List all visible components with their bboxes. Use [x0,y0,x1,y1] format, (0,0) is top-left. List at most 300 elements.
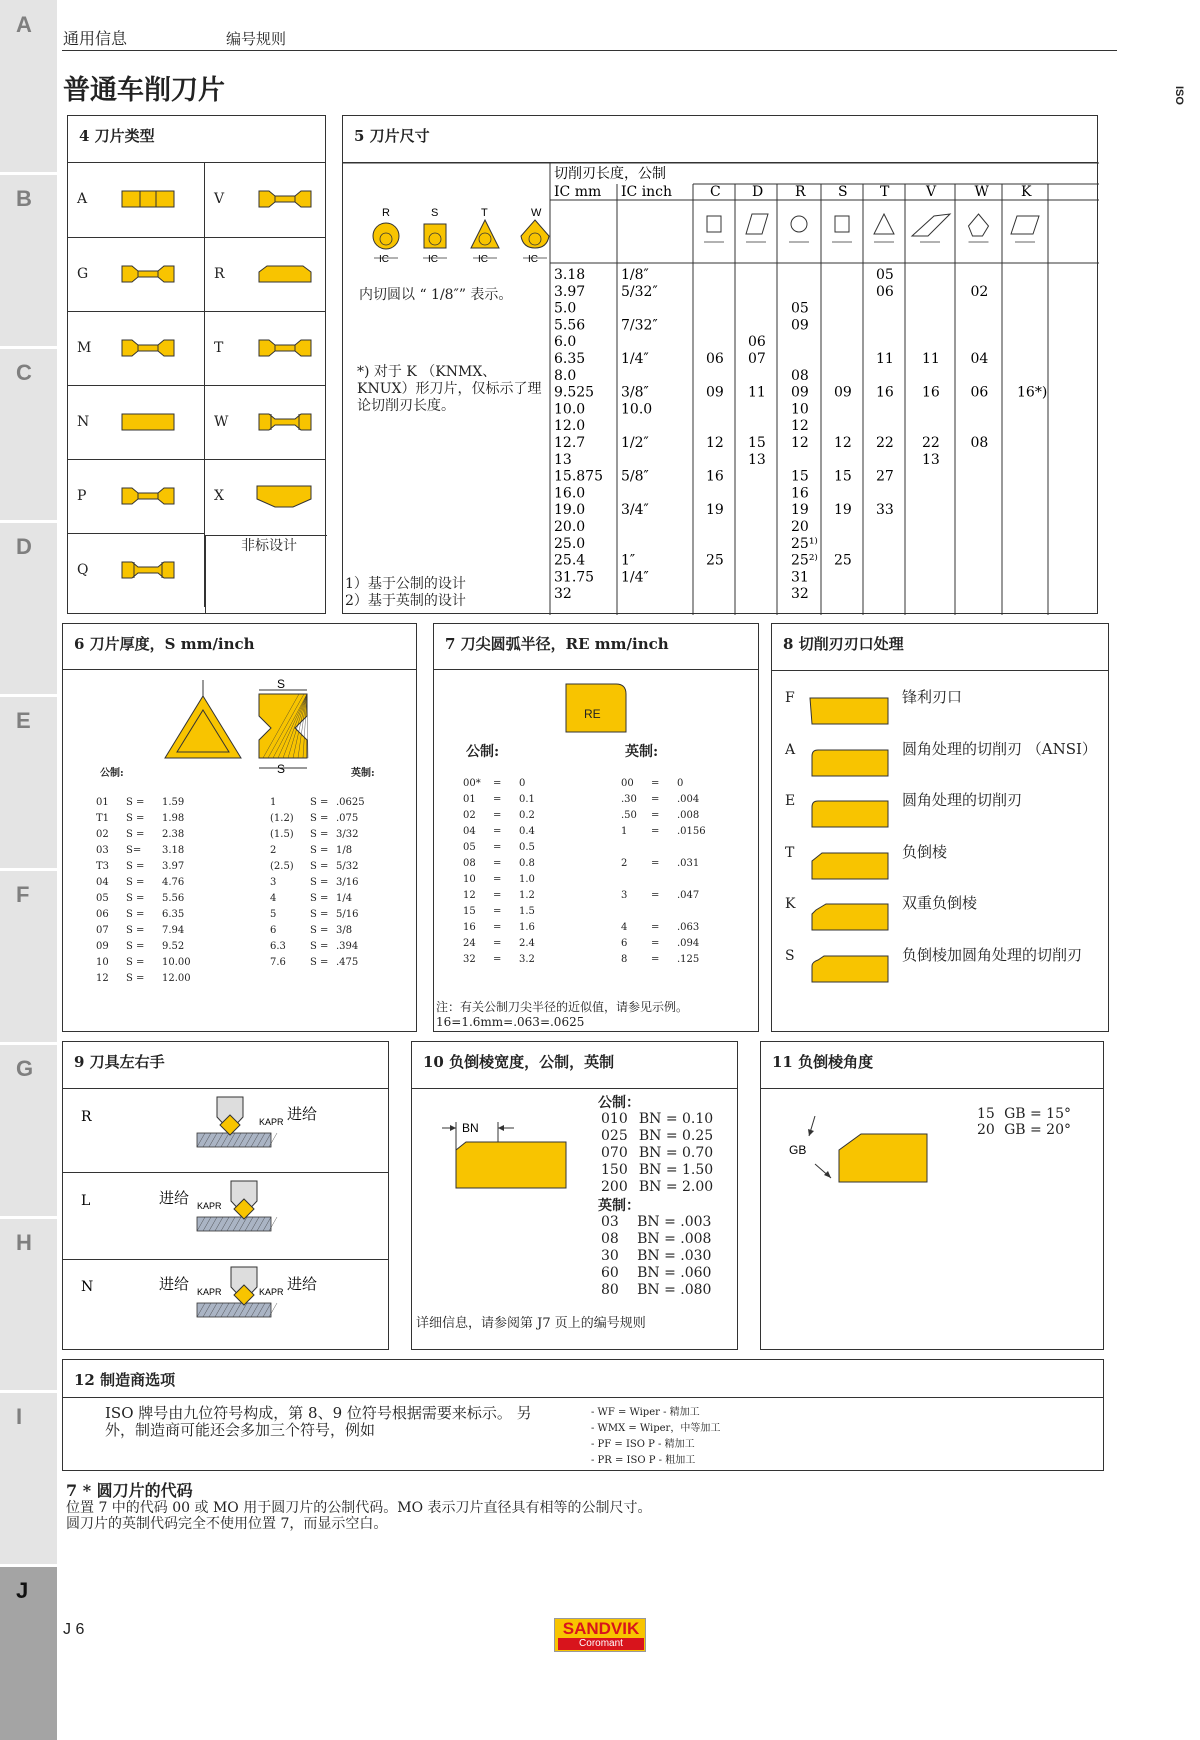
table-row [598,1161,737,1178]
insert-type-cell-m [68,311,205,385]
tab-divider [0,1390,57,1393]
table-cell: S = [126,972,145,984]
svg-text:R: R [81,1109,92,1125]
table-cell [618,839,648,855]
shape-k-icon [1011,216,1039,242]
svg-text:S: S [431,207,439,219]
table-cell: = [493,937,502,949]
insert-type-code: A [77,191,88,207]
table-cell: 80 [601,1281,619,1298]
size-cell: 06 [748,334,766,351]
table-cell: BN = .030 [637,1247,712,1264]
insert-type-code: Q [77,562,89,578]
insert-chip-p-icon [116,483,180,513]
sidebar-tab-h[interactable]: H [16,1230,32,1255]
table-cell: 3/8 [336,924,353,936]
size-cell: 6.35 [554,351,586,367]
table-row [93,858,219,874]
table-cell: 8 [621,953,628,965]
table-cell [674,903,724,919]
table-cell: S = [310,876,329,888]
table-cell: 10 [463,873,476,885]
table-cell: = [651,937,660,949]
size-cell: 25²⁾ [791,552,818,569]
thickness-metric-label: 公制: [100,768,124,779]
table-cell: S = [310,796,329,808]
svg-text:S: S [277,677,286,691]
table-cell: 04 [463,825,476,837]
round-insert-line-2: 圆刀片的英制代码完全不使用位置 7，而显示空白。 [66,1516,388,1532]
table-row [598,1247,737,1264]
insert-type-x-note: 非标设计 [241,538,297,554]
table-cell: 1.0 [519,873,535,885]
table-cell: .30 [621,793,637,805]
table-cell: S = [310,812,329,824]
table-row [618,935,724,951]
svg-text:IC: IC [428,254,438,265]
table-cell: 025 [601,1127,628,1144]
table-cell: 9.52 [162,940,185,952]
size-cell: 25 [834,552,852,569]
table-cell: (1.2) [270,812,294,824]
table-row [598,1127,737,1144]
table-cell: 01 [96,796,109,808]
size-cell: 15 [791,468,809,485]
table-row [267,826,393,842]
svg-text:K: K [1021,184,1032,200]
insert-type-box [67,115,326,614]
table-cell: BN = 1.50 [638,1161,714,1178]
table-cell: 1.98 [162,812,185,824]
tab-divider [0,1564,57,1567]
size-cell: 11 [748,384,766,401]
header-subsection: 编号规则 [226,31,287,48]
svg-text:IC: IC [379,254,389,265]
table-row [618,807,724,823]
table-cell: = [493,873,502,885]
table-cell: 0.5 [519,841,535,853]
footnote-2: 2）基于英制的设计 [345,593,466,609]
table-cell: T3 [96,860,110,872]
table-cell [648,903,674,919]
svg-text:S: S [838,184,848,200]
insert-chip-q-icon [116,557,180,587]
size-cell: 08 [791,367,809,384]
table-cell: = [493,857,502,869]
table-row [598,1213,737,1230]
table-cell: S = [126,876,145,888]
edge-e-icon [808,797,892,835]
table-row [93,874,219,890]
table-cell: 02 [96,828,109,840]
size-cell: 25¹⁾ [791,535,818,552]
insert-type-cell-q [68,533,205,607]
edge-label: 圆角处理的切削刃 [902,791,1023,809]
size-cell: 05 [876,267,894,283]
size-cell: 31.75 [554,569,595,586]
tab-divider [0,868,57,871]
edge-t-icon [808,849,892,887]
table-cell: S = [126,796,145,808]
table-row [618,823,724,839]
insert-type-code: N [77,414,90,430]
size-cell: 19 [791,502,809,519]
table-cell: 2 [621,857,628,869]
size-cell: 3.97 [554,283,586,300]
table-row [598,1110,737,1127]
table-cell: 7.6 [270,956,286,968]
table-cell: .008 [677,809,700,821]
size-cell: 16*) [1017,384,1048,401]
size-cell: 07 [748,351,766,367]
table-row [598,1178,737,1195]
table-cell: = [651,857,660,869]
page-title: 普通车削刀片 [63,75,225,105]
svg-text:IC inch: IC inch [621,184,673,200]
svg-text:KAPR: KAPR [259,1287,284,1297]
table-cell: S = [126,956,145,968]
t10m-table [598,1110,737,1195]
shape-w-icon [969,214,989,242]
insert-type-code: T [214,340,224,356]
table-row [267,906,393,922]
table-cell: 03 [96,844,109,856]
edge-label: 负倒棱加圆角处理的切削刃 [902,945,1083,964]
manufacturer-options-box [62,1359,1104,1471]
insert-type-cell-n [68,385,205,459]
table-row [460,903,566,919]
tab-divider [0,1042,57,1045]
svg-text:进给: 进给 [287,1275,318,1293]
insert-size-title: 5 刀片尺寸 [343,116,1097,163]
insert-chip-v-icon [253,186,317,216]
table-cell: 15 [463,905,476,917]
table-row [460,791,566,807]
table-cell: (2.5) [270,860,294,872]
table-row [267,842,393,858]
insert-size-box [342,115,1098,614]
size-cell: 19 [834,502,852,519]
table-cell: 0 [677,777,684,789]
svg-text:N: N [81,1279,94,1295]
sidebar-tab-e[interactable]: E [16,708,31,733]
table-cell: 1 [621,825,628,837]
table-row [93,954,219,970]
table-cell: 1.5 [519,905,535,917]
sidebar-tab-j[interactable]: J [0,1566,57,1740]
size-cell: 16 [706,468,724,485]
table-cell: 0.1 [519,793,535,805]
table-cell: 0.8 [519,857,535,869]
svg-text:T: T [481,207,488,219]
table-cell: 4.76 [162,876,185,888]
edge-s-icon [808,952,892,990]
table-row [267,810,393,826]
size-cell: 16.0 [554,485,586,502]
size-cell: 31 [791,569,809,586]
table-cell: BN = .080 [637,1281,712,1298]
table-cell: = [493,825,502,837]
table-cell: 5/32 [336,860,359,872]
table-row [460,823,566,839]
table-row [598,1230,737,1247]
table-cell: = [493,953,502,965]
table-cell: .004 [677,793,700,805]
table-cell: 3 [270,876,277,888]
size-cell: 09 [791,317,809,334]
size-cell: 13 [554,451,572,468]
size-cell: 05 [791,300,809,317]
svg-text:R: R [795,184,806,200]
table-row [93,794,219,810]
edge-label: 圆角处理的切削刃 （ANSI） [902,739,1097,758]
table-cell: = [493,777,502,789]
sidebar-tab-a[interactable]: A [16,12,32,37]
table-cell: S = [310,924,329,936]
table-row [618,871,724,887]
table-cell: .031 [677,857,700,869]
nose-radius-title: 7 刀尖圆弧半径，RE mm/inch [434,624,758,670]
land-metric-label: 公制： [598,1095,640,1111]
edge-treatment-box [771,623,1109,1032]
table-row [267,922,393,938]
table-cell: S = [126,940,145,952]
size-cell: 12 [791,435,809,451]
size-cell: 10.0 [554,401,586,418]
table-cell: .394 [336,940,359,952]
table-cell: 20 [977,1122,995,1138]
thickness-inch-label: 英制: [351,768,375,779]
insert-type-cell-t [205,311,326,385]
table-row [618,775,724,791]
insert-type-title: 4 刀片类型 [68,116,325,163]
table-cell: 32 [463,953,476,965]
table-cell: 2 [270,844,277,856]
land-angle-icon [787,1116,937,1196]
table-cell: BN = 0.25 [638,1127,714,1144]
t7m-table [460,775,566,967]
k-note: *) 对于 K （KNMX、KNUX）形刀片，仅标示了理论切削刃长度。 [357,364,542,414]
table-cell: 5.56 [162,892,185,904]
table-cell: .0156 [677,825,706,837]
table-cell: .075 [336,812,359,824]
shape-r-icon [789,216,809,242]
table-cell: 00 [621,777,634,789]
table-cell [648,839,674,855]
nose-radius-box [433,623,759,1032]
edge-code-t: T [785,844,795,861]
table-cell: 3.2 [519,953,535,965]
manufacturer-option: - WF = Wiper - 精加工 [591,1407,700,1418]
size-cell: 3/8″ [621,384,649,401]
table-cell: 4 [270,892,277,904]
table-row [618,903,724,919]
size-cell: 7/32″ [621,317,658,334]
size-cell: 25 [706,552,724,569]
manufacturer-options-text: ISO 牌号由九位符号构成，第 8、9 位符号根据需要来标示。 另外，制造商可能还会多加三个符号，例如 [105,1404,532,1439]
size-cell: 32 [791,586,809,603]
size-cell: 13 [922,451,940,468]
svg-text:T: T [880,184,890,200]
size-cell: 27 [876,468,894,485]
table-row [598,1144,737,1161]
sidebar-tab-d[interactable]: D [16,534,32,559]
table-cell: 1.6 [519,921,535,933]
land-width-title: 10 负倒棱宽度，公制，英制 [412,1042,737,1089]
t11-table [974,1106,1103,1138]
size-cell: 16 [922,384,940,401]
round-insert-text [66,1500,652,1532]
size-cell: 5/32″ [621,283,658,300]
nose-radius-note: 注：有关公制刀尖半径的近似值，请参见示例。16=1.6mm=.063=.0625 [436,1000,689,1029]
svg-text:D: D [752,184,764,200]
size-cell: 1/2″ [621,435,649,451]
table-cell: = [651,793,660,805]
table-cell: 30 [601,1247,619,1264]
table-cell: 010 [601,1110,628,1127]
table-row [267,858,393,874]
table-cell: = [651,889,660,901]
shape-d-icon [746,214,768,242]
edge-label: 双重负倒棱 [902,894,978,912]
size-cell: 13 [748,451,766,468]
sidebar-tab-f[interactable]: F [16,882,30,907]
sidebar-tab-c[interactable]: C [16,360,32,385]
land-angle-title: 11 负倒棱角度 [761,1042,1103,1089]
table-cell: GB = 20° [1004,1122,1071,1138]
table-cell [618,871,648,887]
table-cell: BN = .060 [637,1264,712,1281]
table-cell: S = [310,844,329,856]
edge-f-icon [808,694,892,732]
table-cell: .0625 [336,796,365,808]
land-angle-box [760,1041,1104,1350]
size-cell: 20 [791,519,809,535]
size-cell: 25.4 [554,552,586,569]
table-cell: 12.00 [162,972,191,984]
sidebar-tab-i[interactable]: I [16,1404,23,1429]
size-cell: 16 [876,384,894,401]
size-cell: 15.875 [554,468,603,485]
table-cell: 1/4 [336,892,353,904]
sidebar-tab-b[interactable]: B [16,186,32,211]
sandvik-logo [554,1618,646,1652]
insert-type-cell-g [68,237,205,311]
table-cell: BN = 0.70 [638,1144,714,1161]
table-row [267,874,393,890]
table-cell: 03 [601,1213,619,1230]
shape-v-icon [912,214,950,242]
insert-type-cell-v [205,163,326,237]
land-width-box [411,1041,738,1350]
size-cell: 1″ [621,552,636,569]
table-cell: S = [310,892,329,904]
table-cell: 5 [270,908,277,920]
table-row [93,842,219,858]
insert-rect-3-icon [116,186,180,216]
table-cell: 12 [463,889,476,901]
table-cell: 4 [621,921,628,933]
size-cell: 15 [748,435,766,451]
table-row [460,919,566,935]
nose-radius-icon [564,682,634,736]
svg-text:IC mm: IC mm [554,184,602,200]
table-cell: S = [310,828,329,840]
insert-chip-m-icon [116,335,180,365]
insert-chip-w-icon [253,409,317,439]
size-cell: 19 [706,502,724,519]
size-cell: 33 [876,502,894,519]
insert-type-cell-p [68,459,205,533]
table-cell: .063 [677,921,700,933]
size-cell: 5.0 [554,300,577,317]
edge-code-e: E [785,793,796,809]
t6m-table [93,794,219,986]
shape-s-icon [832,216,852,242]
table-row [267,890,393,906]
ic-note: 内切圆以 “ 1/8″” 表示。 [359,287,513,303]
table-cell: 00* [463,777,481,789]
table-cell: S = [126,860,145,872]
size-table [343,116,1099,615]
svg-text:RE: RE [584,707,601,721]
svg-text:进给: 进给 [159,1189,190,1207]
edge-k-icon [808,900,892,938]
manufacturer-options-title: 12 制造商选项 [63,1360,1103,1398]
table-cell: (1.5) [270,828,294,840]
table-cell: 1.59 [162,796,185,808]
svg-text:KAPR: KAPR [197,1201,222,1211]
table-cell: 02 [463,809,476,821]
edge-code-a: A [785,741,796,758]
table-row [93,810,219,826]
tab-divider [0,520,57,523]
table-cell: 08 [601,1230,619,1247]
table-cell: 12 [96,972,109,984]
size-cell: 5.56 [554,317,586,334]
brand-name: SANDVIK [562,1619,640,1638]
size-cell: 32 [554,586,572,603]
table-cell: BN = .003 [637,1213,712,1230]
size-cell: 08 [970,435,989,451]
size-cell: 20.0 [554,519,586,535]
edge-code-s: S [785,947,795,964]
sidebar-tab-g[interactable]: G [16,1056,34,1081]
thickness-box [62,623,417,1032]
table-row [93,906,219,922]
table-cell: S = [126,828,145,840]
insert-type-cell-r [205,237,326,311]
table-cell: 16 [463,921,476,933]
table-row [93,938,219,954]
table-cell: .094 [677,937,700,949]
insert-type-code: G [77,266,89,282]
insert-type-cell-x [205,459,326,533]
table-cell: = [651,921,660,933]
table-cell: = [651,777,660,789]
size-cell: 6.0 [554,334,577,351]
table-cell: = [493,889,502,901]
table-row [598,1264,737,1281]
table-cell: S = [310,860,329,872]
svg-text:切削刃长度，公制: 切削刃长度，公制 [554,166,666,182]
size-cell: 25.0 [554,535,586,552]
insert-type-code: X [214,488,224,504]
size-cell: 04 [970,351,989,367]
table-cell: 3.97 [162,860,185,872]
size-cell: 09 [791,384,809,401]
manufacturer-option: - PF = ISO P - 精加工 [591,1439,695,1450]
